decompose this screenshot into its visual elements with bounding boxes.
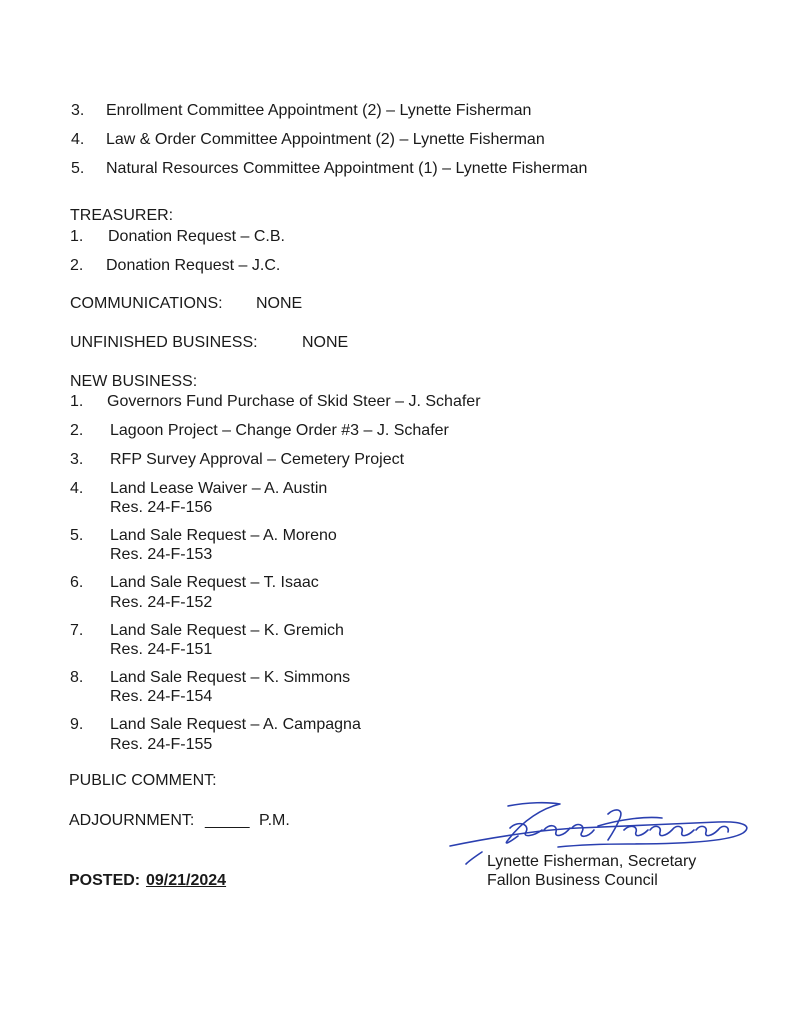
- adjournment-label: ADJOURNMENT:: [69, 812, 195, 829]
- new-business-item-9-number: 9.: [70, 716, 84, 733]
- new-business-item-3-number: 3.: [70, 451, 84, 468]
- new-business-item-9-text: Land Sale Request – A. Campagna: [110, 716, 361, 733]
- treasurer-item-2-text: Donation Request – J.C.: [106, 257, 281, 274]
- new-business-item-8-number: 8.: [70, 669, 84, 686]
- unfinished-business-value: NONE: [302, 334, 349, 351]
- new-business-item-2-number: 2.: [70, 422, 84, 439]
- new-business-item-2-text: Lagoon Project – Change Order #3 – J. Schafer: [110, 422, 449, 439]
- appointment-3-text: Enrollment Committee Appointment (2) – Lynette Fisherman: [106, 102, 532, 119]
- treasurer-item-1-number: 1.: [70, 228, 84, 245]
- posted-date: 09/21/2024: [146, 872, 227, 889]
- posted-label: POSTED:: [69, 872, 141, 889]
- new-business-item-5-text: Land Sale Request – A. Moreno: [110, 527, 337, 544]
- new-business-item-7-resolution: Res. 24-F-151: [110, 641, 213, 658]
- appointment-5-number: 5.: [71, 160, 85, 177]
- appointment-3-number: 3.: [71, 102, 85, 119]
- new-business-item-1-number: 1.: [70, 393, 84, 410]
- appointment-4-number: 4.: [71, 131, 85, 148]
- new-business-item-4-number: 4.: [70, 480, 84, 497]
- appointment-4-text: Law & Order Committee Appointment (2) – Lynette Fisherman: [106, 131, 545, 148]
- new-business-item-6-text: Land Sale Request – T. Isaac: [110, 574, 319, 591]
- new-business-item-8-text: Land Sale Request – K. Simmons: [110, 669, 351, 686]
- new-business-item-7-number: 7.: [70, 622, 84, 639]
- treasurer-item-1-text: Donation Request – C.B.: [108, 228, 285, 245]
- adjournment-time-blank: _____: [205, 812, 250, 829]
- new-business-item-6-number: 6.: [70, 574, 84, 591]
- new-business-item-6-resolution: Res. 24-F-152: [110, 594, 213, 611]
- appointment-5-text: Natural Resources Committee Appointment (1) – Lynette Fisherman: [106, 160, 588, 177]
- new-business-item-9-resolution: Res. 24-F-155: [110, 736, 213, 753]
- adjournment-suffix: P.M.: [259, 812, 290, 829]
- new-business-item-1-text: Governors Fund Purchase of Skid Steer – J. Schafer: [107, 393, 481, 410]
- communications-label: COMMUNICATIONS:: [70, 295, 223, 312]
- public-comment-label: PUBLIC COMMENT:: [69, 772, 217, 789]
- treasurer-heading: TREASURER:: [70, 207, 174, 224]
- unfinished-business-label: UNFINISHED BUSINESS:: [70, 334, 258, 351]
- treasurer-item-2-number: 2.: [70, 257, 84, 274]
- new-business-item-4-resolution: Res. 24-F-156: [110, 499, 213, 516]
- new-business-item-3-text: RFP Survey Approval – Cemetery Project: [110, 451, 405, 468]
- new-business-heading: NEW BUSINESS:: [70, 373, 198, 390]
- new-business-item-5-resolution: Res. 24-F-153: [110, 546, 213, 563]
- signatory-organization: Fallon Business Council: [487, 872, 658, 889]
- new-business-item-8-resolution: Res. 24-F-154: [110, 688, 213, 705]
- new-business-item-7-text: Land Sale Request – K. Gremich: [110, 622, 344, 639]
- new-business-item-5-number: 5.: [70, 527, 84, 544]
- signatory-name-title: Lynette Fisherman, Secretary: [487, 853, 697, 870]
- communications-value: NONE: [256, 295, 303, 312]
- new-business-item-4-text: Land Lease Waiver – A. Austin: [110, 480, 328, 497]
